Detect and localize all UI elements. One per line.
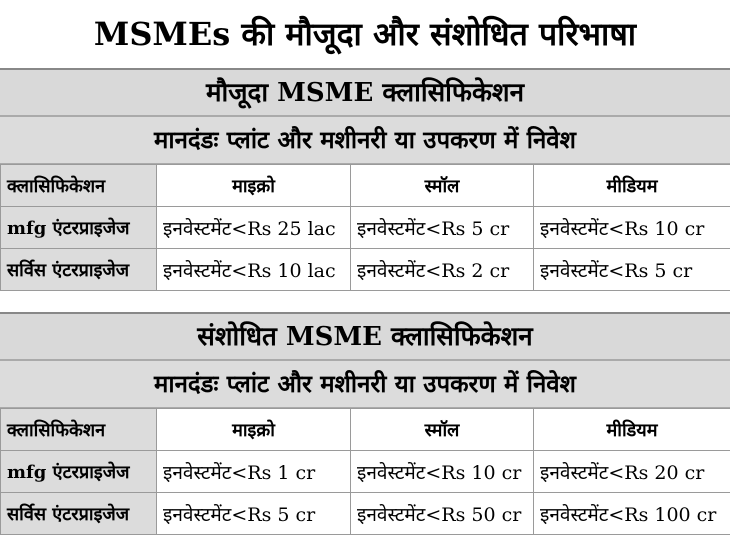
cell-medium: इनवेस्टमेंट<Rs 100 cr <box>534 493 730 535</box>
cell-micro: इनवेस्टमेंट<Rs 25 lac <box>157 207 351 249</box>
revised-classification-table <box>0 408 730 535</box>
header-small: स्मॉल <box>351 409 534 451</box>
row-label-service: सर्विस एंटरप्राइजेज <box>1 493 157 535</box>
table-row <box>1 249 730 291</box>
revised-section-heading: संशोधित MSME क्लासिफिकेशन <box>0 312 730 360</box>
revised-criteria: मानदंडः प्लांट और मशीनरी या उपकरण में निवेश <box>0 360 730 408</box>
cell-small: इनवेस्टमेंट<Rs 10 cr <box>351 451 534 493</box>
existing-classification-table <box>0 164 730 291</box>
header-micro: माइक्रो <box>157 165 351 207</box>
cell-small: इनवेस्टमेंट<Rs 2 cr <box>351 249 534 291</box>
cell-small: इनवेस्टमेंट<Rs 50 cr <box>351 493 534 535</box>
header-medium: मीडियम <box>534 165 730 207</box>
cell-medium: इनवेस्टमेंट<Rs 20 cr <box>534 451 730 493</box>
table-header-row <box>1 165 730 207</box>
cell-small: इनवेस्टमेंट<Rs 5 cr <box>351 207 534 249</box>
page-title: MSMEs की मौजूदा और संशोधित परिभाषा <box>93 15 637 53</box>
row-label-mfg: mfg एंटरप्राइजेज <box>1 207 157 249</box>
header-classification: क्लासिफिकेशन <box>1 409 157 451</box>
cell-medium: इनवेस्टमेंट<Rs 5 cr <box>534 249 730 291</box>
header-small: स्मॉल <box>351 165 534 207</box>
table-row <box>1 207 730 249</box>
row-label-service: सर्विस एंटरप्राइजेज <box>1 249 157 291</box>
header-medium: मीडियम <box>534 409 730 451</box>
table-header-row <box>1 409 730 451</box>
cell-micro: इनवेस्टमेंट<Rs 1 cr <box>157 451 351 493</box>
cell-micro: इनवेस्टमेंट<Rs 10 lac <box>157 249 351 291</box>
table-row <box>1 493 730 535</box>
header-classification: क्लासिफिकेशन <box>1 165 157 207</box>
table-row <box>1 451 730 493</box>
existing-section-heading: मौजूदा MSME क्लासिफिकेशन <box>0 68 730 116</box>
existing-criteria: मानदंडः प्लांट और मशीनरी या उपकरण में निवेश <box>0 116 730 164</box>
row-label-mfg: mfg एंटरप्राइजेज <box>1 451 157 493</box>
header-micro: माइक्रो <box>157 409 351 451</box>
cell-medium: इनवेस्टमेंट<Rs 10 cr <box>534 207 730 249</box>
cell-micro: इनवेस्टमेंट<Rs 5 cr <box>157 493 351 535</box>
